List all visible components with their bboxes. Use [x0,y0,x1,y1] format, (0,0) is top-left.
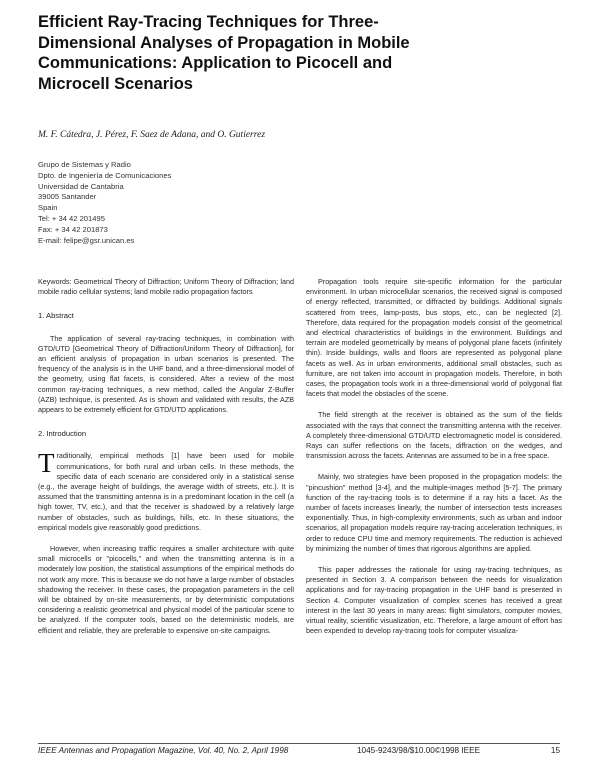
footer-divider [38,743,560,744]
copyright-code: 1045-9243/98/$10.00©1998 IEEE [357,746,481,755]
affiliation-line: E-mail: felipe@gsr.unican.es [38,235,135,245]
affiliation-line: Fax: + 34 42 201873 [38,224,108,234]
affiliation-line: Spain [38,203,58,213]
journal-citation: IEEE Antennas and Propagation Magazine, Vol. 40, No. 2, April 1998 [38,746,289,755]
right-column [306,277,562,648]
intro-paragraph-2: However, when increasing traffic requires a smaller architecture with quite small microcells or "picocells," and when the transmitting antenna is in a moderately low position, the statistical assumptions of the empirical methods do not work any more. This is because we do not have a large number of obstacles shadowing the receiver. In these cases, the propagation parameters in the cell will be obtained by on-site measurements, or by deterministic computations considering a realistic geometrical and physical model of the particular scene to be analyzed. If the computer tools, based on the deterministic models, are efficient and reliable, they are preferable to expensive on-site campaigns. [38,544,294,635]
body-paragraph-2: The field strength at the receiver is obtained as the sum of the fields associated with the rays that connect the transmitting antenna with the receiver. A completely three-dimensional GTD/UTD electromagnetic model is considered. Rays can suffer reflections on the facets, diffraction on the wedges, and transmission across the facets. Antennas are assumed to be in a free space. [306,410,562,461]
author-list: M. F. Cátedra, J. Pérez, F. Saez de Adana, and O. Gutierrez [38,130,266,140]
affiliation-line: Grupo de Sistemas y Radio [38,160,131,169]
intro-paragraph-1 [38,448,294,533]
abstract-paragraph: The application of several ray-tracing techniques, in combination with GTD/UTD [Geometrical Theory of Diffraction/Uniform Theory of Diffraction], for an efficient analysis of propagation in urban scenarios is presented. The frequency of the analysis is in the UHF band, and a three-dimensional model of the geometry, using flat facets, is considered. After a review of the most common ray-tracing techniques, a new method, called the Angular Z-Buffer (AZB) technique, is presented. As is shown and validated with results, the AZB appears to be extremely efficient for GTD/UTD applications. [38,333,294,415]
page-number: 15 [550,746,560,755]
body-paragraph-1: Propagation tools require site-specific information for the particular environment. In urban microcellular scenarios, the received signal is composed of energy reflected, transmitted, or diffracted by buildings. Additional signals scattered from trees, lamp-posts, bus stops, etc., can be neglected [2]. Therefore, data required for the propagation models consist of the geometrical and electrical characteristics of buildings in the environment. Buildings and terrain are modeled geometrically by means of polygonal plane facets (infinitely thin). Inside buildings, walls and floors are represented as polygonal plane facets as well. As in urban environments, additional small obstacles, such as furniture, are not taken into account in propagation models. Therefore, in both cases, the propagation tools work in a three-dimensional world of polygonal flat facets that model the obstacles of the scene. [306,277,562,399]
left-column [38,277,294,647]
drop-cap: T [38,448,55,479]
body-paragraph-4: This paper addresses the rationale for using ray-tracing techniques, as presented in Section 3. A comparison between the needs for visualization applications and for ray-tracing propagation in the UHF band is presented in Section 4. Computer visualization of complex scenes has received a great interest in the last 30 years in many areas: flight simulators, computer movies, virtual reality, scientific visualization, etc. Therefore, a large amount of effort has been expended to develop ray-tracing tools for computer visualiza- [306,565,562,636]
intro-paragraph-1-text: raditionally, empirical methods [1] have been used for mobile communications, for both rural and urban cells. In these methods, the specific data of each scenario are considered only in a statistical sense (e.g., the average height of buildings, the average width of streets, etc.). It is assumed that the transmitting antenna is in a predominant location in the cell (a high tower, TV, etc.), and that the receiver is shadowed by a relatively large number of obstacles, such as buildings, hills, etc. In these situations, the empirical models give reasonably good predictions. [38,451,294,532]
abstract-heading: 1. Abstract [38,311,74,321]
page-footer [38,746,560,760]
body-paragraph-3: Mainly, two strategies have been proposed in the propagation models: the "pincushion" method [3-4], and the multiple-images method [5-7]. The primary function of the ray-tracing tools is to determine if a ray hits a facet. As the number of facets increases linearly, the number of intersection tests increases exponentially. Thus, in high-complexity environments, such as urban and indoor scenarios, all propagation models require ray-tracing acceleration techniques, in order to reduce CPU time and memory requirements. The reduction is achieved by minimizing the number of times that rigorous algorithms are applied. [306,472,562,553]
affiliation-block [38,160,288,246]
introduction-heading: 2. Introduction [38,429,87,439]
keywords: Keywords: Geometrical Theory of Diffraction; Uniform Theory of Diffraction; land mobile radio cellular systems; land mobile radio propagation factors [38,277,294,297]
affiliation-line: Dpto. de Ingeniería de Comunicaciones [38,170,172,180]
paper-title: Efficient Ray-Tracing Techniques for Three-Dimensional Analyses of Propagation in Mobile Communications: Application to Picocell and Microcell Scenarios [38,13,410,93]
affiliation-line: Universidad de Cantabria [38,181,124,191]
affiliation-line: Tel: + 34 42 201495 [38,213,105,223]
affiliation-line: 39005 Santander [38,192,97,202]
